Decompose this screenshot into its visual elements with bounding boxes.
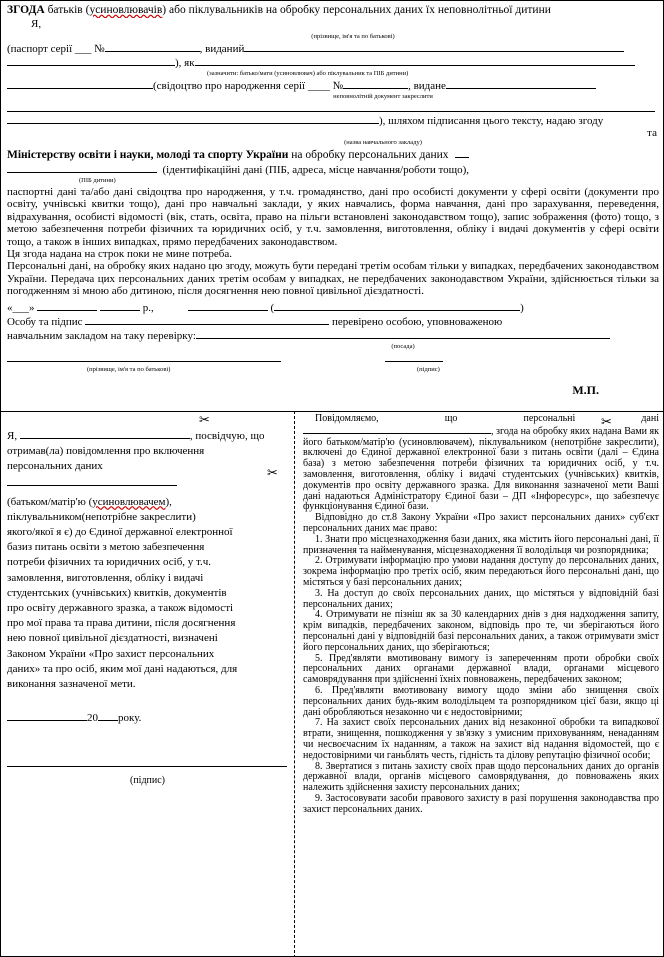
caption-position: (посада) <box>391 342 415 350</box>
passport-number-field[interactable] <box>105 41 200 52</box>
receipt-section <box>1 411 294 957</box>
caption-doc: неповнолітній документ закреслити <box>333 93 433 100</box>
right-item-2: 2. Отримувати інформацію про умови надання доступу до персональних даних, зокрема інформацію про третіх осіб, яким передаються його персональні дані, що містяться у базі персональних даних; <box>303 555 659 588</box>
label-ta: та <box>647 127 657 138</box>
receipt-line-13: про мої права та права дитини, після досягнення <box>7 617 236 630</box>
receipt-ya: Я, <box>7 430 18 442</box>
label-issued: , виданий <box>199 43 245 55</box>
label-svid: (свідоцтво про народження <box>153 80 281 92</box>
caption-receipt-sign: (підпис) <box>129 774 166 786</box>
caption-child-pib: (ПІБ дитини) <box>79 177 116 184</box>
role-field-2[interactable] <box>7 78 153 89</box>
receipt-line-11: студентських (учнівських) квитків, документів <box>7 586 227 599</box>
right-item-7: 7. На захист своїх персональних даних від незаконної обробки та випадкової втрати, знищення, пошкодження у зв'язку з умисним приховуванням, ненаданням чи несвоєчасним їх наданням, а також на захист від надання відомостей, що є недостовірними чи ганьблять честь, гідність та ділову репутацію фізичної особи; <box>303 717 659 761</box>
checker-field[interactable] <box>196 328 610 339</box>
receipt-line-5 <box>7 495 288 510</box>
receipt-sign-field[interactable] <box>7 756 287 767</box>
line-yak <box>7 55 659 69</box>
receipt-part: (батьком/матір'ю ( <box>7 495 93 508</box>
label-checked: перевірено особою, уповноваженою <box>332 315 503 328</box>
receipt-line-8: базиз питань освіти з метою забезпечення <box>7 541 205 554</box>
consent-paragraph-1: паспортні дані та/або дані свідоцтва про народження, у т.ч. громадянство, дані про особисті документи у сфері освіти (документи про освіту, учнівські квитки тощо), дані про навчальні заклади, у яких навчались, форма навчання, дані про зарахування, переведення, відрахування, особисті відомості (вік, стать, освіта, право на пільги встановлені законодавством тощо), запис зображення (фото) тощо, з метою забезпечення потреби фізичних та юридичних осіб, у т.ч. замовлення, виготовлення, обліку і видачі документів у сфері освіти тощо, а також в інших випадках, прямо передбачених законодавством. <box>7 186 659 248</box>
ministry-name: Міністерству освіти і науки, молоді та спорту України <box>7 149 289 161</box>
notice-paragraph-0 <box>303 425 659 513</box>
label-svid-issued: , видане <box>408 80 446 92</box>
receipt-line-16: даних» та про осіб, яким мої дані надаються, для <box>7 662 238 675</box>
line-checker-name <box>7 351 659 365</box>
receipt-year: 20 <box>87 712 98 725</box>
receipt-child-field[interactable] <box>7 475 177 486</box>
receipt-sign-line <box>7 756 288 772</box>
right-item-4: 4. Отримувати не пізніш як за 30 календарних днів з дня надходження запиту, крім випадків, передбачених законом, відповідь про те, чи зберігаються його персональні дані у відповідній базі персональних даних, а також отримувати зміст його персональних даних, що зберігаються; <box>303 609 659 653</box>
line-captions-bottom <box>7 365 659 374</box>
form-title <box>7 4 659 18</box>
receipt-line-9: потреби фізичних та юридичних осіб, у т.ч. <box>7 556 212 569</box>
notification-section <box>294 411 664 957</box>
receipt-line-1 <box>7 428 288 444</box>
line-blank <box>7 101 659 113</box>
notice-word: Повідомляємо, <box>315 413 379 424</box>
ministry-field[interactable] <box>455 147 469 158</box>
title-bold: ЗГОДА <box>7 4 45 16</box>
checker-sign-field[interactable] <box>385 351 443 362</box>
date-day: «___» <box>7 301 35 314</box>
label-ident: (ідентифікаційні дані (ПІБ, адреса, місце навчання/роботи тощо), <box>162 164 470 176</box>
line-osoba <box>7 314 659 328</box>
label-passport: (паспорт серії ___ № <box>7 43 105 55</box>
line-ya <box>7 18 659 32</box>
scissors-icon: ✂ <box>199 413 210 428</box>
paren-close: ) <box>520 301 524 314</box>
line-svidotstvo <box>7 78 659 92</box>
checker-name-field[interactable] <box>7 351 281 362</box>
label-svid-series: серії ____ № <box>280 80 344 92</box>
receipt-year-label: року. <box>118 712 142 725</box>
receipt-date-field[interactable] <box>7 710 87 721</box>
blank-field-2[interactable] <box>7 113 379 124</box>
receipt-line-17: виконання зазначеної мети. <box>7 678 136 691</box>
line-navch <box>7 328 659 342</box>
line-shlyah <box>7 113 659 127</box>
receipt-year-field[interactable] <box>98 710 118 721</box>
notice-word: дані <box>641 413 659 424</box>
osoba-field[interactable] <box>85 314 329 325</box>
svid-number-field[interactable] <box>343 78 408 89</box>
line-date <box>7 300 659 314</box>
signature-field[interactable] <box>188 300 268 311</box>
receipt-line-14: нею повної цивільної дієздатності, визначені <box>7 632 218 645</box>
label-shlyah: ), шляхом підписання цього тексту, надаю згоду <box>379 115 604 127</box>
receipt-name-field[interactable] <box>20 428 190 439</box>
paren-open: ( <box>270 301 275 314</box>
receipt-year-line <box>7 710 288 726</box>
title-part: батьків ( <box>44 4 90 16</box>
right-item-5: 5. Пред'являти вмотивовану вимогу із запереченням проти обробки своїх персональних даних органами державної влади, органами місцевого самоврядування при здійсненні їхніх повноважень, передбачених законом; <box>303 652 659 686</box>
scissors-icon: ✂ <box>267 466 278 481</box>
date-r: р., <box>142 301 154 314</box>
stamp-place: М.П. <box>572 383 599 397</box>
right-item-9: 9. Застосовувати засоби правового захисту в разі порушення законодавства про захист персональних даних. <box>303 792 659 815</box>
receipt-line-12: про освіту державного зразка, а також відомості <box>7 602 234 615</box>
caption-pib-bottom: (прізвище, ім'я та по батькові) <box>87 365 171 373</box>
receipt-part: усиновлювачем <box>92 495 166 508</box>
receipt-line-2: отримав(ла) повідомлення про включення <box>7 445 205 458</box>
caption-school: (назва навчального закладу) <box>344 139 422 146</box>
right-item-8: 8. Звертатися з питань захисту своїх прав щодо персональних даних до органів державної влади, органів місцевого самоврядування, до повноважень яких належить здійснення захисту персональних даних; <box>303 760 659 794</box>
date-year-field[interactable] <box>100 300 140 311</box>
label-yak: ), як <box>175 57 195 69</box>
scissors-icon: ✂ <box>601 415 612 430</box>
receipt-part: ), <box>165 495 172 508</box>
notice-paragraph-1: Відповідно до ст.8 Закону України «Про захист персональних даних» суб'єкт персональних даних має право: <box>303 512 659 534</box>
consent-paragraph-3: Персональні дані, на обробку яких надано цю згоду, можуть бути передані третім особам тільки у випадках, передбачених законодавством України. Передача цих персональних даних третім особам у випадках, не передбачених законодавством України, здійснюється тільки за погодженням зі мною або дитиною, після досягнення нею повної цивільної дієздатності. <box>7 260 659 298</box>
title-part: усиновлювачів <box>89 4 163 16</box>
line-ministry <box>7 147 659 162</box>
child-pib-field[interactable] <box>7 162 157 173</box>
issued-by-field[interactable] <box>244 41 624 52</box>
role-field[interactable] <box>195 55 635 66</box>
notice-child-field[interactable] <box>303 425 491 434</box>
receipt-line-15: Законом України «Про захист персональних <box>7 647 215 660</box>
date-month-field[interactable] <box>37 300 97 311</box>
receipt-line-6: піклувальником(непотрібне закреслити) <box>7 510 196 523</box>
line-ta <box>7 127 659 138</box>
receipt-line-7: якого/якої я є) до Єдиної державної електронної <box>7 526 233 539</box>
notice-word: персональні <box>523 413 576 424</box>
blank-field[interactable] <box>7 101 655 112</box>
line-passport <box>7 41 659 55</box>
right-item-1: 1. Знати про місцезнаходження бази даних, яка містить його персональні дані, її призначення та найменування, місцезнаходження її володільця чи розпорядника; <box>303 533 659 556</box>
caption-role: (зазначити: батько/мати (усиновлювач) або піклувальник та ПІБ дитини) <box>207 70 409 77</box>
caption-pib: (прізвище, ім'я та по батькові) <box>311 33 395 40</box>
label-ya: Я, <box>31 18 42 30</box>
label-osoba: Особу та підпис <box>7 315 83 328</box>
notice-text: , згода на обробку яких надана Вами як його батьком/матір'ю (усиновлювачем), піклувальником (непотрібне закреслити), включені до Єдиної державної електронної бази з питань освіти (далі – Єдина база) з метою забезпечення потреби фізичних та юридичних осіб, у т.ч. замовлення, виготовлення, обліку і видачі студентських (учнівських) квитків, документів про освіту державного зразка. Для виконання зазначеної мети Ваші дані надаються Адміністратору Єдиної бази – ДП «Інфоресурс», що забезпечує функціонування Єдиної бази. <box>303 425 659 513</box>
caption-sign-bottom: (підпис) <box>417 365 440 373</box>
consent-section <box>1 1 664 411</box>
svid-issued-field[interactable] <box>446 78 596 89</box>
receipt-certify: , посвідчую, що <box>189 430 265 442</box>
ministry-rest: на обробку персональних даних <box>288 149 449 161</box>
line-ident <box>7 162 659 176</box>
consent-paragraph-2: Ця згода надана на строк поки не мине потреба. <box>7 248 233 261</box>
title-part: ) або піклувальників на обробку персональних даних їх неповнолітньої дитини <box>162 4 551 16</box>
receipt-line-10: замовлення, виготовлення, обліку і видачі <box>7 571 204 584</box>
receipt-line-3: персональних даних <box>7 460 103 473</box>
issued-by-field-2[interactable] <box>7 55 175 66</box>
right-item-6: 6. Пред'являти вмотивовану вимогу щодо зміни або знищення своїх персональних даних будь-яким володільцем та розпорядником цієї бази, якщо ці дані обробляються незаконно чи є недостовірними; <box>303 684 659 718</box>
right-item-3: 3. На доступ до своїх персональних даних, що містяться у відповідній базі персональних даних; <box>303 587 659 610</box>
label-navch: навчальним закладом на таку перевірку: <box>7 329 196 342</box>
signature-name-field[interactable] <box>274 300 520 311</box>
receipt-line-4 <box>7 475 288 495</box>
notice-word: що <box>444 413 458 424</box>
